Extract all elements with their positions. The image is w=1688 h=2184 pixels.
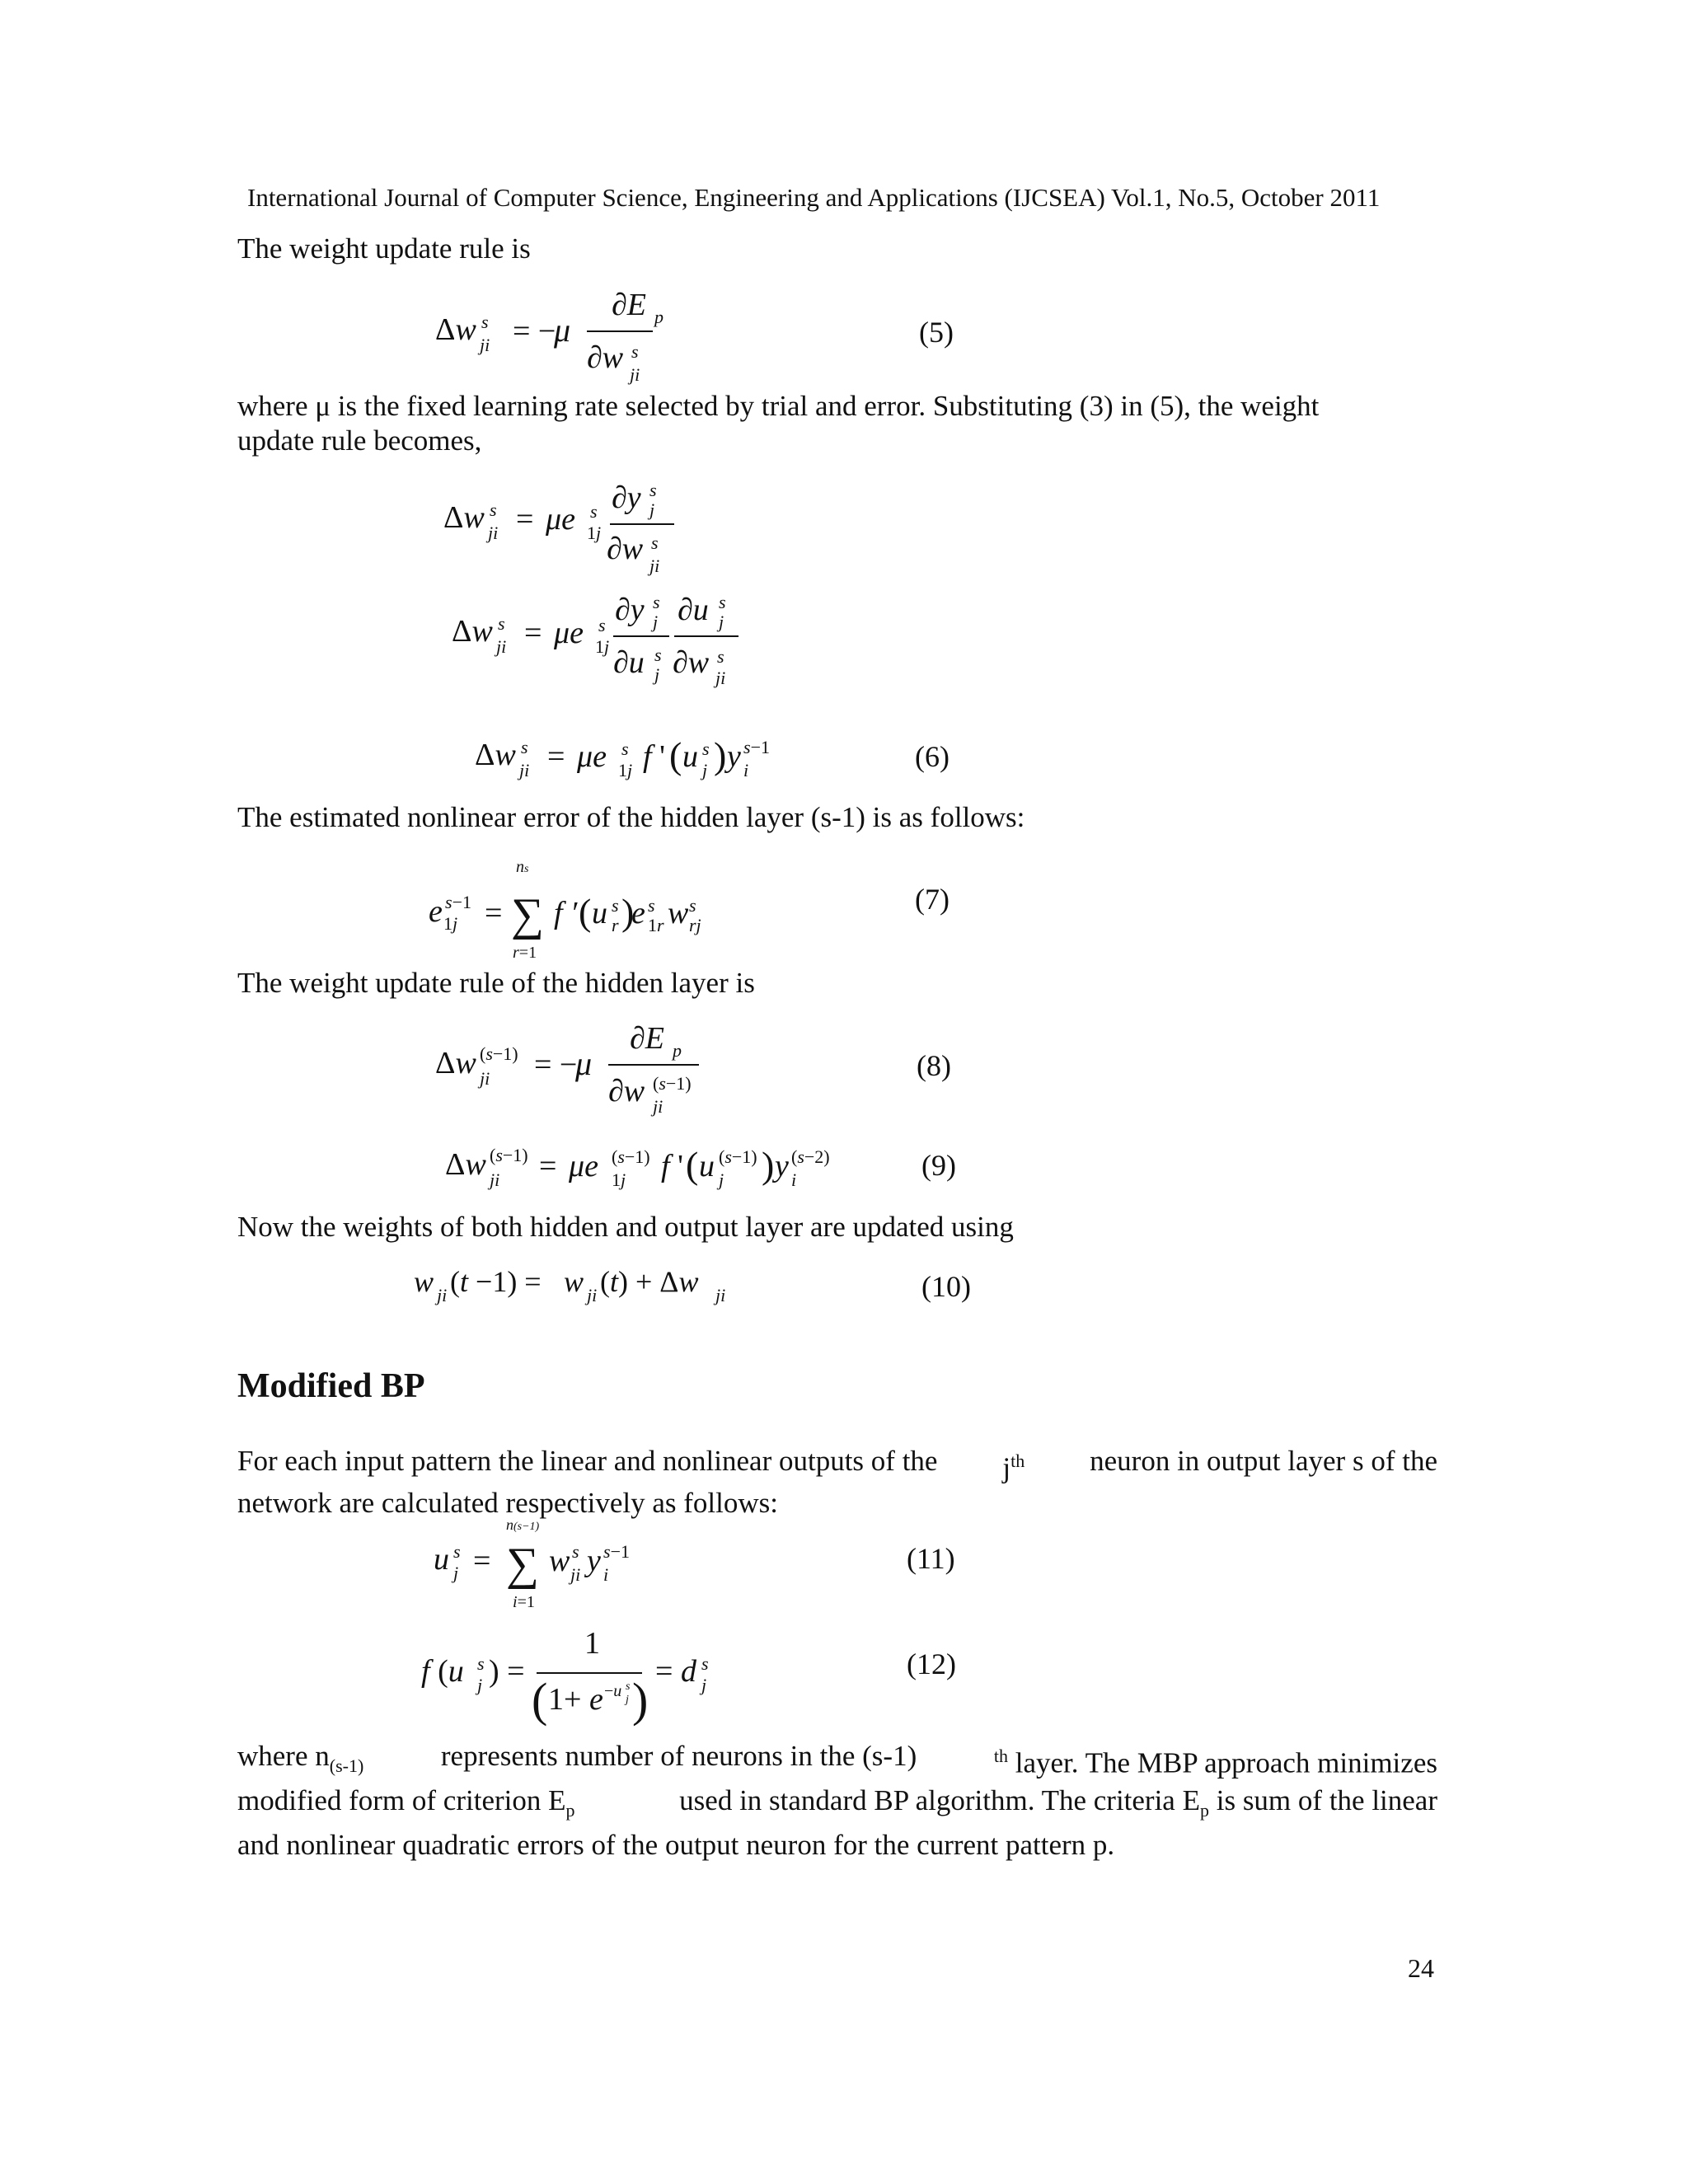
svg-text:1j: 1j (595, 636, 610, 657)
svg-text:s: s (719, 592, 726, 612)
svg-text:ji: ji (496, 636, 507, 657)
svg-text:s: s (477, 1653, 485, 1674)
svg-text:j: j (649, 499, 655, 520)
svg-text:= d: = d (655, 1654, 696, 1689)
paragraph-mbp-outputs-line1 (237, 1444, 1437, 1486)
paragraph-learning-rate-line2: update rule becomes, (237, 424, 482, 457)
svg-text:=: = (539, 1149, 557, 1183)
svg-text:=: = (547, 739, 565, 774)
svg-text:(s−1): (s−1) (490, 1145, 528, 1165)
svg-text:Δw: Δw (445, 1147, 486, 1182)
svg-text:w: w (564, 1265, 584, 1298)
svg-text:∑: ∑ (506, 1539, 539, 1590)
svg-text:s: s (651, 532, 659, 553)
svg-text:ji: ji (519, 760, 530, 780)
svg-text:f (u: f (u (421, 1654, 464, 1689)
svg-text:1j: 1j (612, 1169, 626, 1190)
criterion-line1-part1: where $n_{(s-1)}$ (237, 1740, 364, 1776)
criterion-line1-part2: represents number of neurons in the (s-1) (440, 1740, 917, 1772)
svg-text:j: j (719, 1169, 724, 1190)
criterion-line2-part1: modified form of criterion $E_p$ (237, 1784, 575, 1821)
journal-header: International Journal of Computer Science, Engineering and Applications (IJCSEA) Vol.1, No.5, October 2011 (247, 183, 1381, 212)
svg-text:∂u: ∂u (613, 645, 645, 680)
paragraph-mbp-outputs-line2: network are calculated respectively as follows: (237, 1486, 778, 1519)
svg-text:): ) (762, 1144, 775, 1186)
equation-number-8: (8) (917, 1049, 951, 1082)
svg-text:(: ( (579, 891, 592, 933)
svg-text:u: u (682, 739, 698, 774)
svg-text:= −: = − (513, 314, 556, 349)
svg-text:) =: ) = (489, 1654, 525, 1689)
svg-text:s−1: s−1 (445, 892, 471, 912)
paragraph-learning-rate-line1: where μ is the fixed learning rate selected by trial and error. Substituting (3) in (5), the weight (237, 390, 1320, 422)
svg-text:j: j (702, 760, 708, 780)
svg-text:i: i (603, 1564, 609, 1585)
svg-text:s: s (621, 738, 629, 759)
svg-text:): ) (621, 891, 635, 933)
svg-text:ji: ji (480, 1068, 490, 1089)
svg-text:μe: μe (569, 1149, 598, 1183)
svg-text:s: s (498, 613, 505, 634)
svg-text:p: p (673, 1040, 682, 1061)
svg-text:r=1: r=1 (513, 944, 537, 962)
svg-text:w: w (549, 1544, 570, 1578)
svg-text:e: e (631, 896, 645, 930)
svg-text:=: = (485, 896, 503, 930)
svg-text:s: s (598, 615, 606, 635)
svg-text:s: s (521, 737, 528, 757)
svg-text:(s−2): (s−2) (791, 1146, 830, 1167)
svg-text:=: = (516, 502, 534, 537)
svg-text:s: s (654, 644, 662, 665)
equation-8 (429, 1014, 758, 1121)
equation-number-12: (12) (907, 1647, 956, 1680)
equation-number-10: (10) (921, 1270, 971, 1303)
svg-text:μ: μ (575, 1045, 593, 1082)
svg-text:s−1: s−1 (603, 1541, 630, 1562)
paragraph-hidden-update-intro: The weight update rule of the hidden layer is (237, 967, 755, 999)
svg-text:i: i (791, 1169, 797, 1190)
svg-text:e: e (429, 894, 443, 929)
svg-text:1j: 1j (587, 523, 602, 543)
svg-text:rj: rj (689, 915, 701, 935)
svg-text:Δw: Δw (435, 312, 476, 347)
svg-text:ji: ji (715, 1285, 726, 1305)
svg-text:1j: 1j (618, 760, 633, 780)
equation-5 (429, 280, 758, 387)
svg-text:w: w (668, 896, 689, 930)
svg-text:Δw: Δw (443, 500, 485, 535)
svg-text:s: s (612, 895, 619, 916)
paragraph-mbp-criterion-line2 (237, 1783, 1437, 1828)
svg-text:ji: ji (437, 1285, 448, 1305)
paragraph-weight-update-intro: The weight update rule is (237, 232, 531, 265)
equation-number-5: (5) (919, 316, 954, 349)
svg-text:∂y: ∂y (612, 480, 641, 515)
svg-text:∂w: ∂w (607, 532, 644, 566)
svg-text:j: j (626, 1694, 629, 1706)
svg-text:s: s (631, 341, 639, 362)
svg-text:(t) + Δw: (t) + Δw (600, 1265, 699, 1298)
svg-text:s: s (653, 592, 660, 612)
jth-j: j (1002, 1451, 1011, 1484)
equation-9 (438, 1133, 867, 1199)
svg-text:i=1: i=1 (513, 1593, 535, 1611)
svg-text:): ) (632, 1673, 649, 1727)
svg-text:(t −1) =: (t −1) = (450, 1265, 542, 1298)
svg-text:1: 1 (584, 1626, 600, 1661)
svg-text:∂w: ∂w (673, 645, 710, 680)
svg-text:ji: ji (480, 335, 490, 355)
equation-derivation-a (437, 478, 684, 577)
svg-text:= −: = − (534, 1047, 578, 1082)
equation-7 (419, 857, 748, 964)
svg-text:s: s (717, 646, 724, 667)
svg-text:j: j (719, 612, 724, 632)
svg-text:s: s (572, 1541, 579, 1562)
svg-text:∂u: ∂u (678, 593, 709, 627)
paragraph-mbp-criterion-line3: and nonlinear quadratic errors of the output neuron for the current pattern p. (237, 1829, 1115, 1861)
svg-text:s: s (453, 1541, 461, 1562)
svg-text:ji: ji (630, 364, 640, 385)
svg-text:s: s (590, 501, 598, 522)
svg-text:ji: ji (587, 1285, 598, 1305)
svg-text:Δw: Δw (475, 738, 516, 772)
svg-text:j: j (653, 612, 659, 632)
mbp-outputs-text-b: neuron in output layer s of the (1090, 1445, 1437, 1477)
svg-text:∂w: ∂w (587, 340, 624, 375)
svg-text:u: u (434, 1542, 449, 1577)
mbp-outputs-text-a: For each input pattern the linear and nonlinear outputs of the (237, 1445, 938, 1477)
svg-text:(s−1): (s−1) (612, 1146, 650, 1167)
svg-text:ji: ji (488, 523, 499, 543)
svg-text:j: j (654, 664, 660, 685)
equation-10 (409, 1257, 755, 1315)
svg-text:n(s−1): n(s−1) (506, 1516, 540, 1533)
svg-text:=: = (524, 616, 542, 650)
equation-12 (416, 1624, 762, 1731)
svg-text:r: r (612, 915, 619, 935)
svg-text:(s−1): (s−1) (480, 1043, 518, 1064)
svg-text:w: w (414, 1265, 434, 1298)
svg-text:s: s (649, 480, 657, 500)
svg-text:(s−1): (s−1) (653, 1073, 692, 1094)
section-heading-modified-bp: Modified BP (237, 1367, 425, 1405)
svg-text:y: y (727, 739, 741, 774)
svg-text:u: u (592, 896, 607, 930)
svg-text:μe: μe (554, 616, 584, 650)
svg-text:f ': f ' (643, 739, 665, 774)
paragraph-mbp-criterion (237, 1739, 1437, 1863)
equation-11 (422, 1515, 752, 1614)
svg-text:(s−1): (s−1) (719, 1146, 757, 1167)
svg-text:s: s (701, 1653, 709, 1674)
svg-text:s: s (481, 312, 489, 332)
svg-text:s: s (626, 1680, 631, 1693)
svg-text:f ′: f ′ (554, 896, 578, 930)
svg-text:s: s (648, 895, 655, 916)
svg-text:j: j (477, 1675, 483, 1695)
paragraph-learning-rate (237, 389, 1437, 458)
paragraph-mbp-criterion-line1 (237, 1739, 1437, 1783)
svg-text:∂E: ∂E (630, 1021, 664, 1056)
svg-text:s: s (689, 895, 696, 916)
equation-number-6: (6) (915, 740, 950, 773)
svg-text:ns: ns (516, 858, 529, 876)
svg-text:i: i (743, 760, 749, 780)
equation-number-11: (11) (907, 1542, 955, 1575)
svg-text:ji: ji (570, 1564, 581, 1585)
svg-text:ji: ji (653, 1096, 663, 1117)
svg-text:(: ( (686, 1144, 699, 1186)
svg-text:s−1: s−1 (743, 737, 770, 757)
svg-text:s: s (490, 499, 497, 520)
svg-text:1+ e: 1+ e (548, 1682, 603, 1717)
equation-6 (468, 724, 814, 790)
svg-text:p: p (654, 307, 663, 327)
criterion-line1-part3: $^{th}$ layer. The MBP approach minimizes (993, 1746, 1437, 1779)
equation-derivation-b (445, 587, 758, 694)
svg-text:u: u (699, 1149, 715, 1183)
paragraph-hidden-error: The estimated nonlinear error of the hidden layer (s-1) is as follows: (237, 801, 1025, 833)
mbp-outputs-jth (1002, 1444, 1025, 1486)
svg-text:ji: ji (649, 555, 660, 576)
svg-text:μe: μe (577, 739, 607, 774)
svg-text:f ': f ' (661, 1149, 683, 1183)
svg-text:∂y: ∂y (615, 593, 645, 627)
svg-text:j: j (701, 1675, 707, 1695)
jth-superscript: th (1010, 1451, 1025, 1471)
svg-text:j: j (453, 1563, 459, 1583)
svg-text:y: y (587, 1544, 601, 1578)
equation-number-9: (9) (921, 1149, 956, 1182)
svg-text:μe: μe (546, 502, 575, 537)
svg-text:(: ( (532, 1673, 548, 1727)
svg-text:1r: 1r (648, 915, 664, 935)
svg-text:−u: −u (604, 1682, 622, 1700)
svg-text:): ) (714, 734, 727, 776)
svg-text:Δw: Δw (452, 614, 493, 649)
svg-text:(: ( (669, 734, 682, 776)
svg-text:∂w: ∂w (608, 1074, 645, 1108)
page-number: 24 (1408, 1953, 1434, 1983)
svg-text:∂E: ∂E (612, 288, 646, 322)
paragraph-mbp-outputs (237, 1444, 1437, 1521)
svg-text:Δw: Δw (435, 1046, 476, 1080)
svg-text:ji: ji (490, 1169, 500, 1190)
svg-text:y: y (775, 1149, 789, 1183)
paragraph-both-layers: Now the weights of both hidden and output layer are updated using (237, 1211, 1014, 1243)
svg-text:ji: ji (715, 668, 726, 688)
svg-text:=: = (473, 1544, 491, 1578)
svg-text:1j: 1j (443, 913, 458, 934)
equation-number-7: (7) (915, 883, 950, 916)
svg-text:s: s (702, 738, 710, 759)
svg-text:∑: ∑ (511, 889, 544, 940)
criterion-line2-part2: used in standard BP algorithm. The criteria $E_p$ is sum of the linear (679, 1784, 1437, 1821)
svg-text:μ: μ (554, 312, 571, 349)
